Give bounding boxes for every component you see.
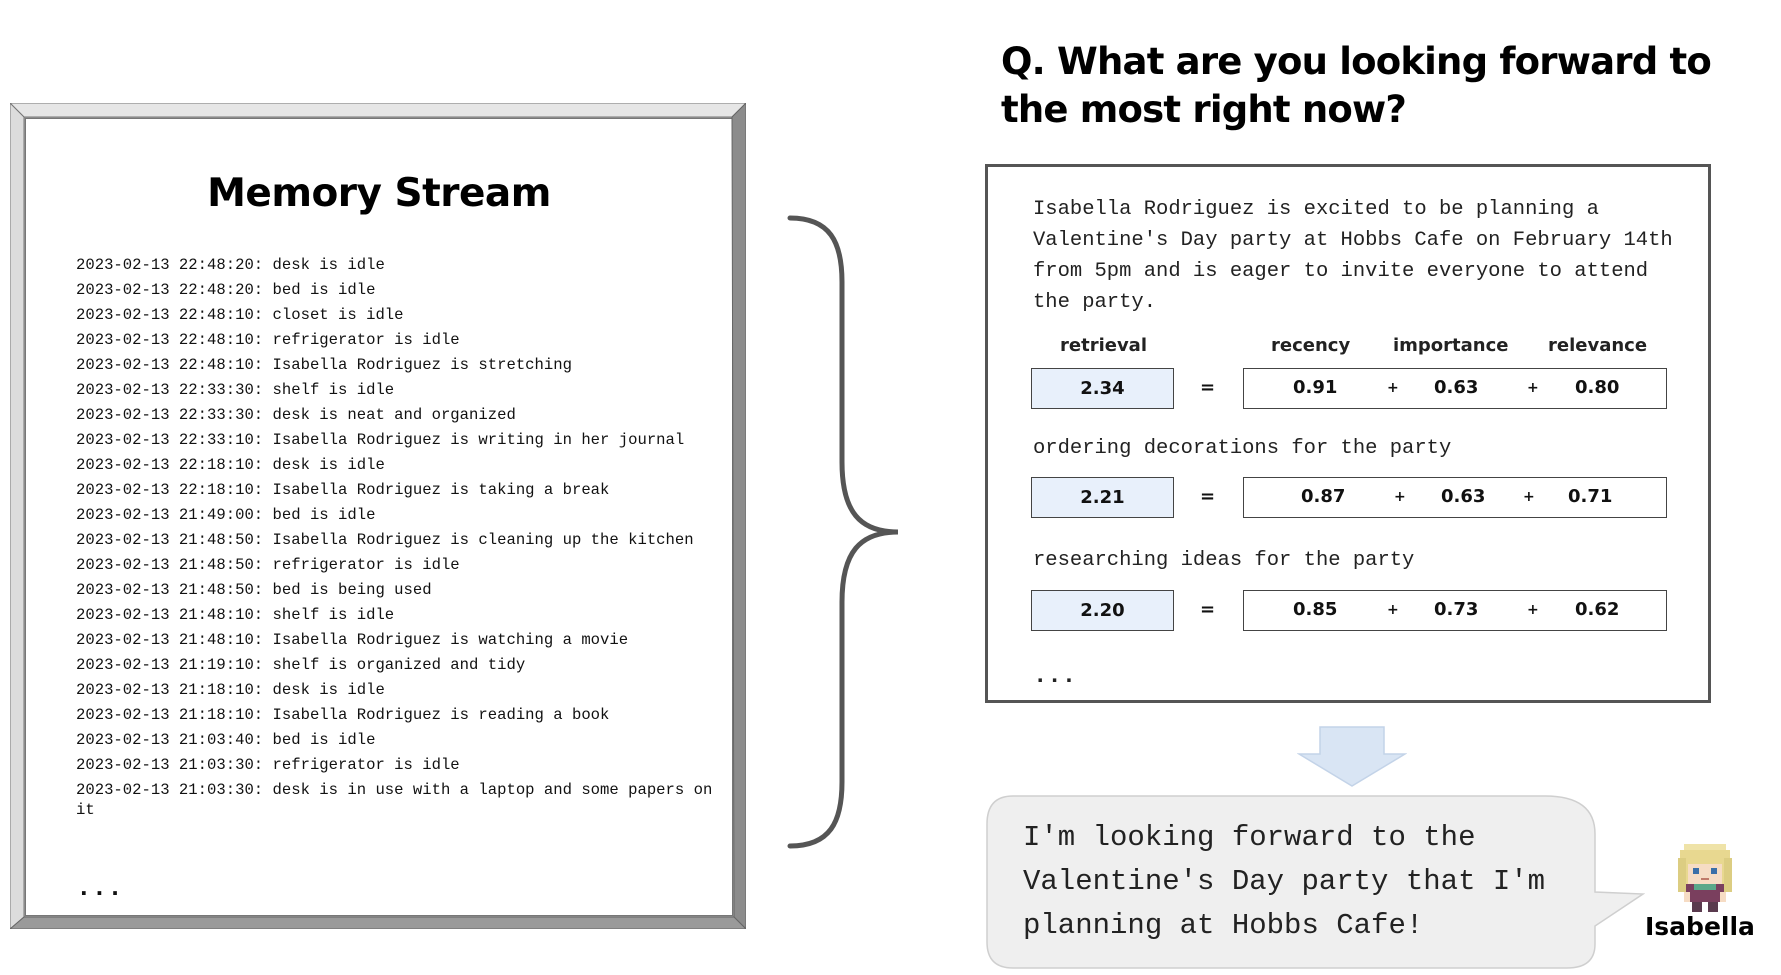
memory-entry: 2023-02-13 21:49:00: bed is idle (76, 506, 376, 524)
memory-entry: 2023-02-13 21:03:30: desk is in use with a laptop and some papers on it (76, 781, 722, 819)
memory-entry: 2023-02-13 22:33:30: desk is neat and organized (76, 406, 516, 424)
score-components (1243, 590, 1667, 631)
plus-sign: + (1394, 489, 1406, 505)
memory-entry: 2023-02-13 21:18:10: desk is idle (76, 681, 385, 699)
retrieval-score: 2.21 (1031, 477, 1174, 518)
memory-entry: 2023-02-13 21:48:50: Isabella Rodriguez is cleaning up the kitchen (76, 531, 694, 549)
memory-entry: 2023-02-13 22:18:10: desk is idle (76, 456, 385, 474)
memory-stream-panel (10, 103, 746, 929)
agent-answer: I'm looking forward to the Valentine's Day party that I'm planning at Hobbs Cafe! (1023, 821, 1546, 942)
retrieval-ellipsis: ... (1033, 663, 1077, 690)
memory-label: researching ideas for the party (1033, 549, 1415, 572)
memory-entry: 2023-02-13 22:48:10: closet is idle (76, 306, 404, 324)
retrieval-score: 2.34 (1031, 368, 1174, 409)
down-arrow-icon (1297, 726, 1407, 788)
importance-score: 0.63 (1434, 377, 1479, 398)
memory-stream-page (25, 118, 733, 916)
importance-score: 0.63 (1441, 486, 1486, 507)
memory-entry: 2023-02-13 22:33:30: shelf is idle (76, 381, 395, 399)
recency-score: 0.85 (1293, 599, 1338, 620)
plus-sign: + (1387, 602, 1399, 618)
memory-entry: 2023-02-13 21:48:10: Isabella Rodriguez is watching a movie (76, 631, 629, 649)
memory-ellipsis: ... (76, 873, 123, 903)
relevance-score: 0.62 (1575, 599, 1620, 620)
memory-entry: 2023-02-13 22:48:20: desk is idle (76, 256, 385, 274)
memory-entry: 2023-02-13 22:48:20: bed is idle (76, 281, 376, 299)
plus-sign: + (1527, 602, 1539, 618)
isabella-avatar-icon (1668, 840, 1742, 914)
memory-label: ordering decorations for the party (1033, 437, 1452, 460)
memory-entry: 2023-02-13 22:18:10: Isabella Rodriguez is taking a break (76, 481, 610, 499)
agent-name: Isabella (1645, 912, 1755, 941)
memory-entry: 2023-02-13 21:48:50: bed is being used (76, 581, 432, 599)
curly-brace (780, 212, 900, 852)
relevance-header: relevance (1548, 335, 1648, 356)
plus-sign: + (1527, 380, 1539, 396)
score-components (1243, 368, 1667, 409)
memory-entry: 2023-02-13 21:48:10: shelf is idle (76, 606, 395, 624)
relevance-score: 0.80 (1575, 377, 1620, 398)
relevance-score: 0.71 (1568, 486, 1613, 507)
recency-header: recency (1271, 335, 1351, 356)
equals-sign: = (1200, 599, 1216, 620)
memory-entry: 2023-02-13 22:48:10: Isabella Rodriguez is stretching (76, 356, 572, 374)
memory-stream-title: Memory Stream (207, 171, 551, 216)
importance-header: importance (1393, 335, 1509, 356)
question-title: Q. What are you looking forward to the most right now? (1001, 40, 1711, 131)
memory-entry: 2023-02-13 21:03:30: refrigerator is idle (76, 756, 460, 774)
memory-entry: 2023-02-13 21:03:40: bed is idle (76, 731, 376, 749)
importance-score: 0.73 (1434, 599, 1479, 620)
plus-sign: + (1523, 489, 1535, 505)
memory-list (76, 255, 726, 825)
retrieval-header: retrieval (1060, 335, 1147, 356)
memory-entry: 2023-02-13 21:19:10: shelf is organized and tidy (76, 656, 526, 674)
memory-entry: 2023-02-13 21:18:10: Isabella Rodriguez is reading a book (76, 706, 610, 724)
memory-entry: 2023-02-13 22:33:10: Isabella Rodriguez is writing in her journal (76, 431, 685, 449)
recency-score: 0.87 (1301, 486, 1346, 507)
recency-score: 0.91 (1293, 377, 1338, 398)
equals-sign: = (1200, 486, 1216, 507)
retrieved-memory-summary: Isabella Rodriguez is excited to be planning a Valentine's Day party at Hobbs Cafe on February 14th from 5pm and is eager to invite everyone to attend the party. (1033, 198, 1673, 314)
equals-sign: = (1200, 377, 1216, 398)
retrieval-score: 2.20 (1031, 590, 1174, 631)
score-components (1243, 477, 1667, 518)
memory-entry: 2023-02-13 22:48:10: refrigerator is idle (76, 331, 460, 349)
memory-entry: 2023-02-13 21:48:50: refrigerator is idle (76, 556, 460, 574)
plus-sign: + (1387, 380, 1399, 396)
retrieval-panel (985, 164, 1711, 703)
